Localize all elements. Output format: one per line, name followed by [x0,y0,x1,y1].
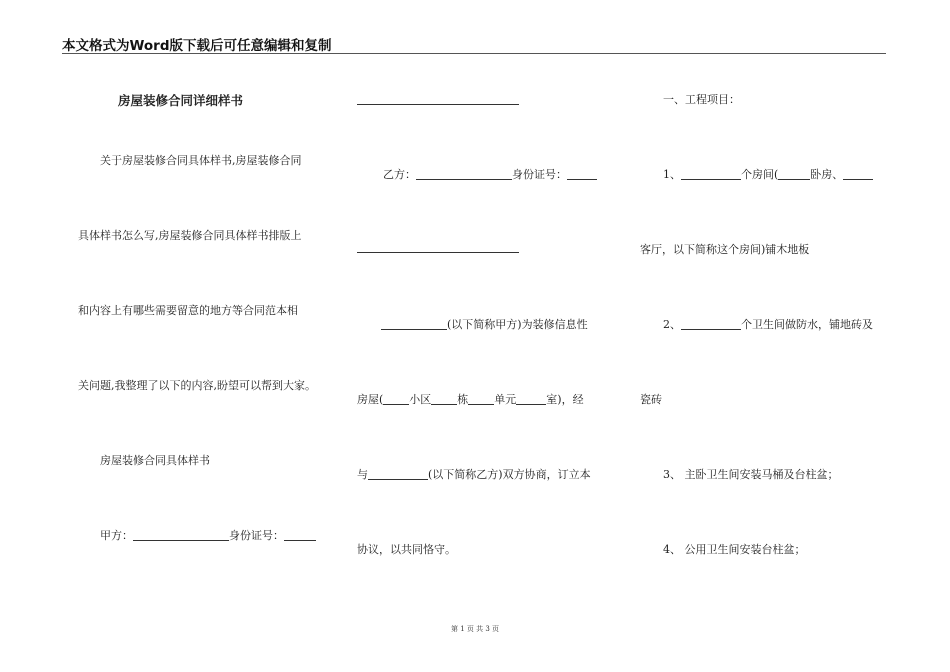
party-a-id-label: 身份证号： [229,529,284,542]
community-blank [383,393,409,405]
document-header-title: 本文格式为Word版下载后可任意编辑和复制 [62,38,332,54]
item-2-line [663,318,873,332]
bathroom-count-blank [681,318,741,330]
other-room-blank [843,168,873,180]
party-a-line [100,529,316,543]
item-4-line: 4、 公用卫生间安装台柱盆； [663,543,806,556]
intro-line-4: 关问题,我整理了以下的内容,盼望可以帮到大家。 [78,379,316,392]
building-label: 栋 [457,393,469,406]
item-1-line [663,168,873,182]
item-1-continuation: 客厅，以下简称这个房间)铺木地板 [640,243,810,256]
party-a-name-blank [133,529,229,541]
unit-blank [468,393,494,405]
blank-line-middle [357,252,519,253]
section-subtitle: 房屋装修合同具体样书 [100,454,210,467]
party-b-line [383,168,597,182]
property-address-line [357,393,584,407]
party-b-reference-line [357,468,591,482]
party-a-id-blank [284,529,316,541]
item-1-number: 1、 [663,168,681,181]
intro-line-2: 具体样书怎么写,房屋装修合同具体样书排版上 [78,229,302,242]
community-label: 小区 [409,393,432,406]
item-1-bedroom-label: 卧房、 [810,168,844,181]
intro-line-3: 和内容上有哪些需要留意的地方等合同范本相 [78,304,298,317]
item-1-room-label: 个房间( [741,168,779,181]
party-a-label: 甲方： [100,529,133,542]
header-divider [62,53,886,54]
party-b-id-label: 身份证号： [512,168,567,181]
party-a-reference-line [381,318,588,332]
party-b-reference-text: (以下简称乙方)双方协商，订立本 [428,468,591,481]
agreement-line: 协议，以共同恪守。 [357,543,456,556]
item-2-text: 个卫生间做防水，铺地砖及 [741,318,873,331]
building-blank [431,393,457,405]
property-label: 房屋( [357,393,384,406]
party-a-blank [381,318,447,330]
room-count-blank [681,168,741,180]
party-b-blank [368,468,428,480]
party-b-name-blank [416,168,512,180]
unit-label: 单元 [494,393,517,406]
item-3-line: 3、 主卧卫生间安装马桶及台柱盆； [663,468,839,481]
contract-title: 房屋装修合同详细样书 [118,93,244,108]
item-2-number: 2、 [663,318,681,331]
item-2-continuation: 瓷砖 [640,393,662,406]
party-b-id-blank [567,168,597,180]
with-label: 与 [357,468,368,481]
bedroom-blank [778,168,810,180]
project-section-heading: 一、工程项目： [663,93,740,106]
party-b-label: 乙方： [383,168,416,181]
intro-line-1: 关于房屋装修合同具体样书,房屋装修合同 [100,154,302,167]
blank-line-top [357,104,519,105]
room-blank [516,393,546,405]
page-number: 第 1 页 共 3 页 [450,625,500,633]
room-label: 室)，经 [546,393,584,406]
party-a-reference-text: (以下简称甲方)为装修信息性 [447,318,588,331]
